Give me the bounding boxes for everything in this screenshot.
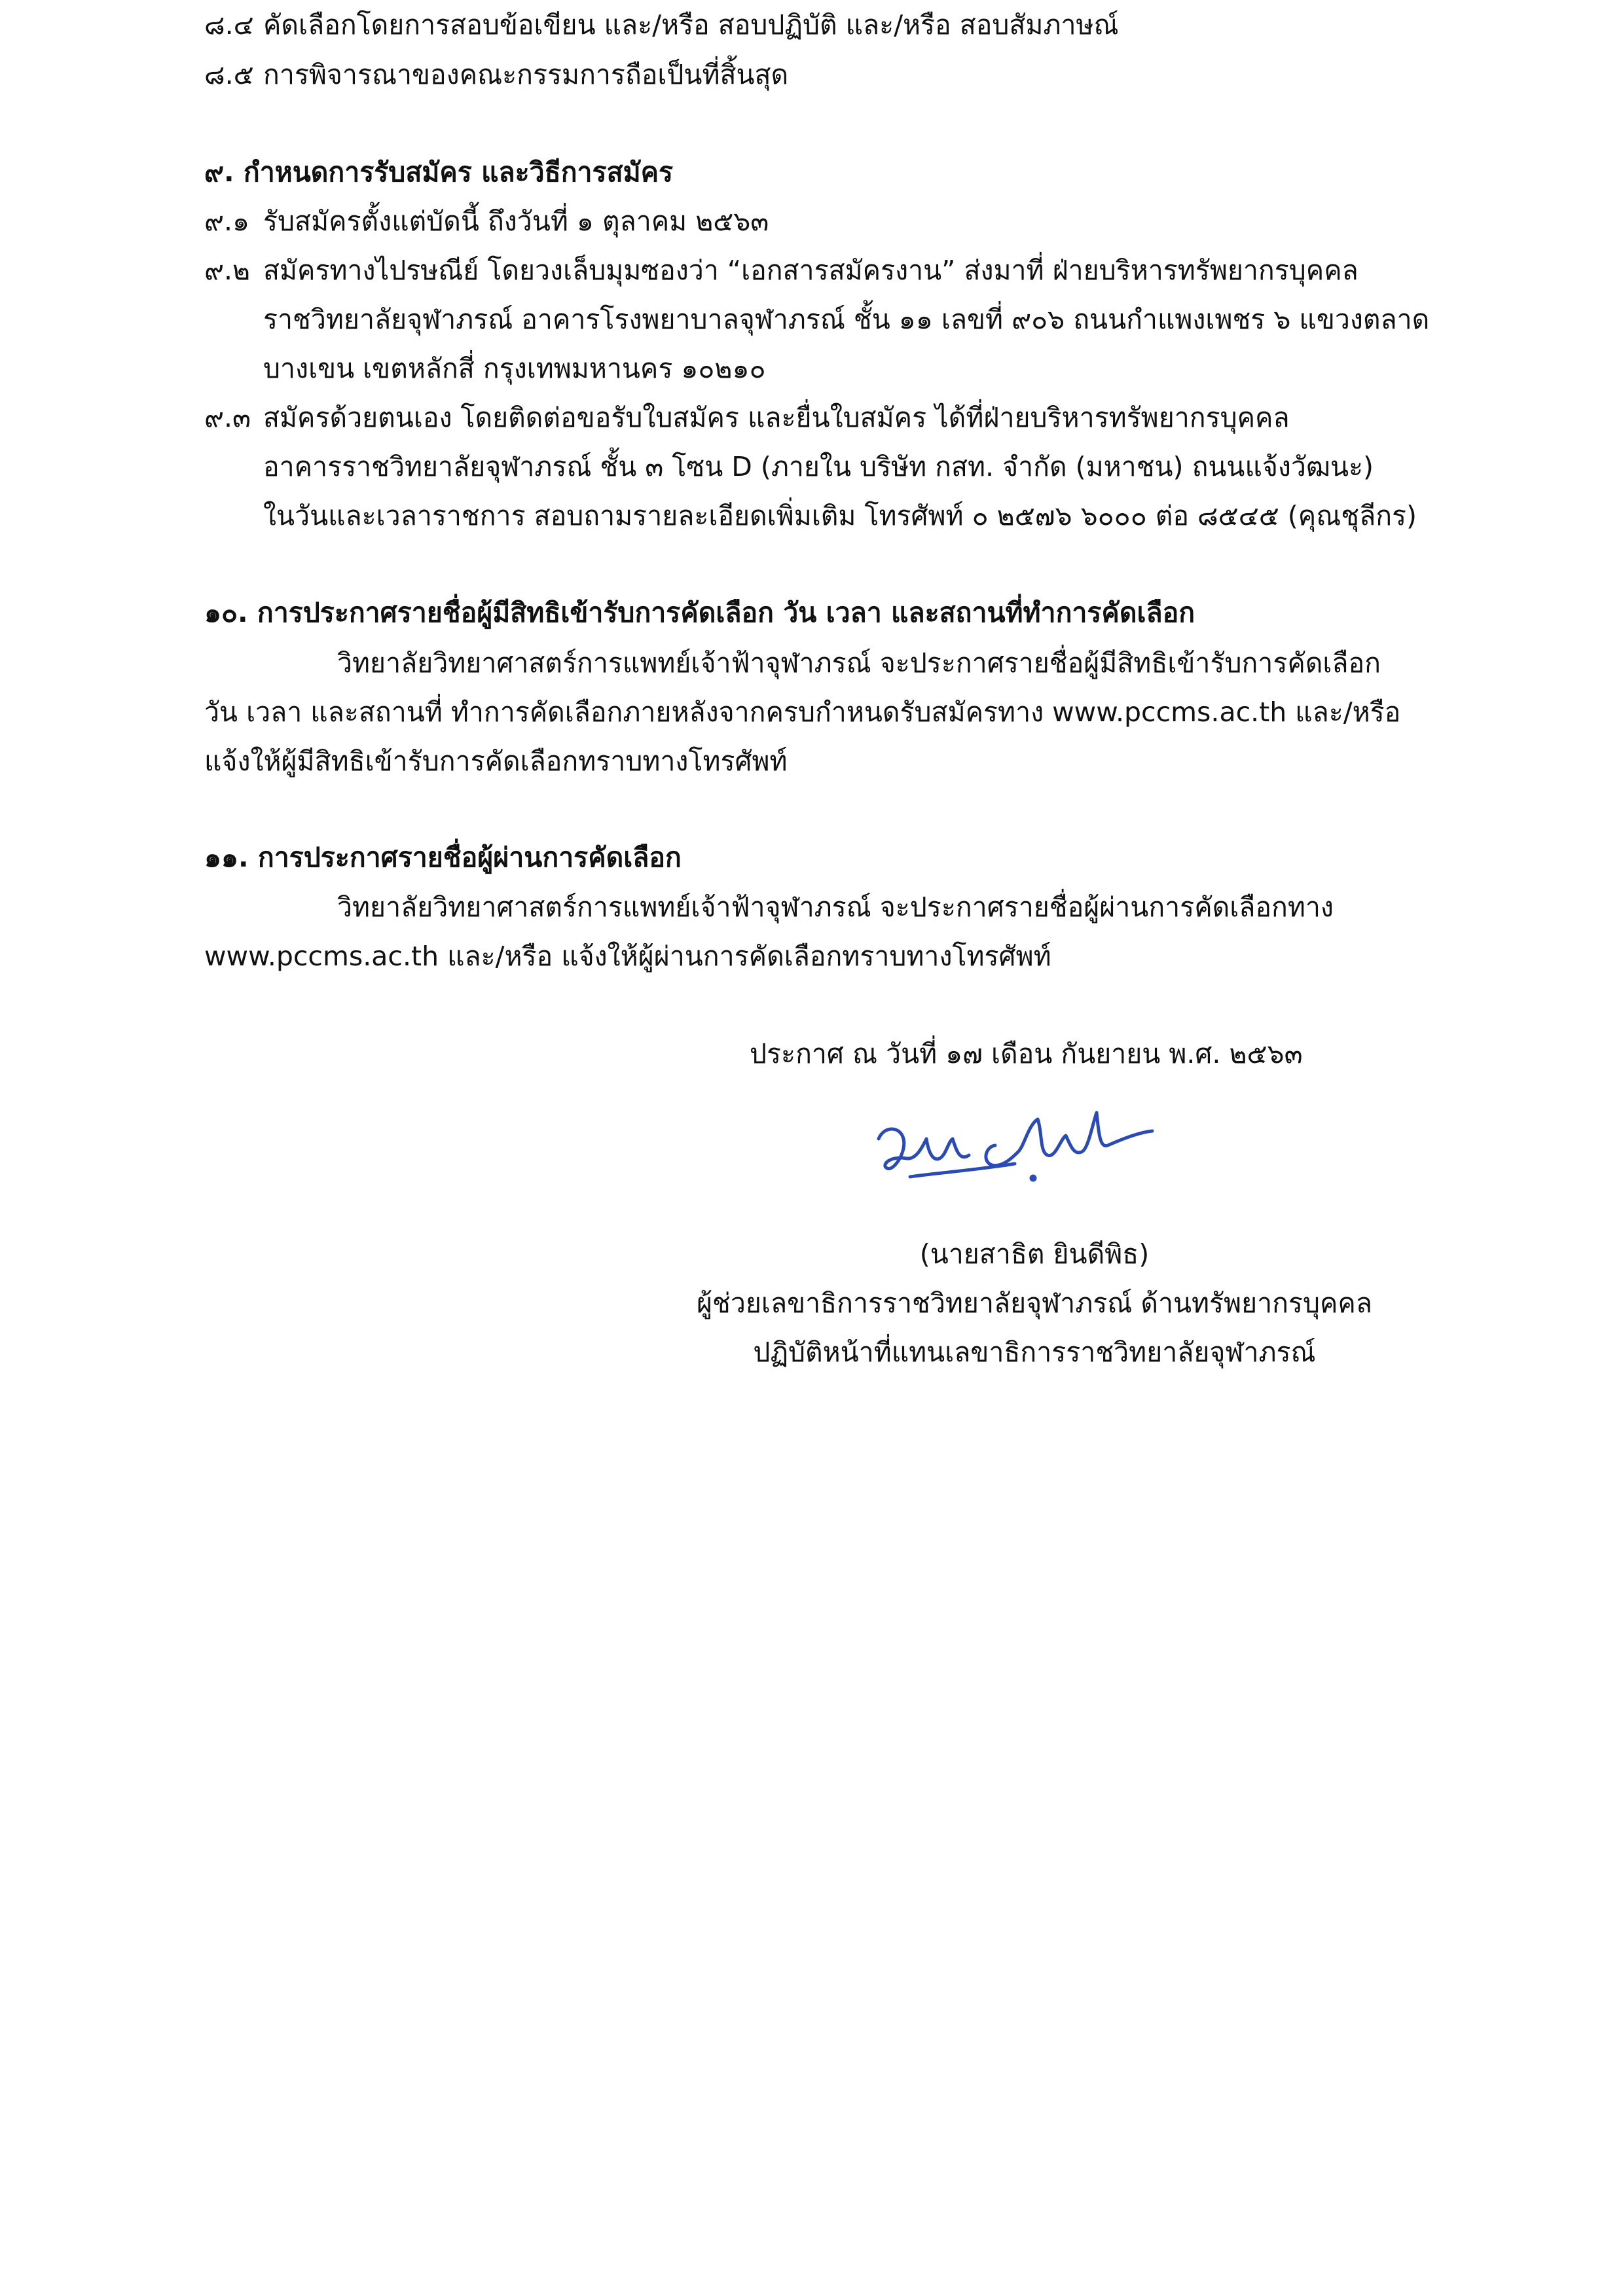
item-text: สมัครด้วยตนเอง โดยติดต่อขอรับใบสมัคร และยื่นใบสมัคร ได้ที่ฝ่ายบริหารทรัพยากรบุคคล	[263, 402, 1290, 433]
item-9-3-line3: ในวันและเวลาราชการ สอบถามรายละเอียดเพิ่มเติม โทรศัพท์ ๐ ๒๕๗๖ ๖๐๐๐ ต่อ ๘๕๔๕ (คุณชุลีกร)	[263, 500, 1417, 531]
section-9-heading: ๙. กำหนดการรับสมัคร และวิธีการสมัคร	[204, 156, 674, 188]
item-number: ๙.๑	[204, 206, 250, 237]
item-9-3	[204, 399, 1290, 436]
item-9-2	[204, 252, 1359, 289]
item-8-5	[204, 56, 788, 93]
signatory-name: (นายสาธิต ยินดีพิธ)	[919, 1238, 1150, 1270]
item-number: ๙.๓	[204, 402, 251, 433]
section-10-line3: แจ้งให้ผู้มีสิทธิเข้ารับการคัดเลือกทราบทางโทรศัพท์	[204, 745, 788, 777]
signatory-position-1: ผู้ช่วยเลขาธิการราชวิทยาลัยจุฬาภรณ์ ด้านทรัพยากรบุคคล	[697, 1287, 1372, 1319]
item-number: ๘.๕	[204, 59, 254, 90]
section-11-heading: ๑๑. การประกาศรายชื่อผู้ผ่านการคัดเลือก	[204, 842, 682, 873]
item-9-1	[204, 203, 769, 240]
section-11-line2: www.pccms.ac.th และ/หรือ แจ้งให้ผู้ผ่านการคัดเลือกทราบทางโทรศัพท์	[204, 941, 1051, 972]
section-11-line1: วิทยาลัยวิทยาศาสตร์การแพทย์เจ้าฟ้าจุฬาภรณ์ จะประกาศรายชื่อผู้ผ่านการคัดเลือกทาง	[337, 891, 1334, 923]
item-text: สมัครทางไปรษณีย์ โดยวงเล็บมุมซองว่า “เอกสารสมัครงาน” ส่งมาที่ ฝ่ายบริหารทรัพยากรบุคคล	[263, 255, 1359, 286]
item-9-3-line2: อาคารราชวิทยาลัยจุฬาภรณ์ ชั้น ๓ โซน D (ภายใน บริษัท กสท. จำกัด (มหาชน) ถนนแจ้งวัฒนะ)	[263, 451, 1374, 482]
item-9-2-line3: บางเขน เขตหลักสี่ กรุงเทพมหานคร ๑๐๒๑๐	[263, 353, 766, 384]
item-9-2-line2: ราชวิทยาลัยจุฬาภรณ์ อาคารโรงพยาบาลจุฬาภรณ์ ชั้น ๑๑ เลขที่ ๙๐๖ ถนนกำแพงเพชร ๖ แขวงตลาด	[263, 304, 1430, 335]
signatory-position-2: ปฏิบัติหน้าที่แทนเลขาธิการราชวิทยาลัยจุฬาภรณ์	[753, 1336, 1316, 1368]
item-text: รับสมัครตั้งแต่บัดนี้ ถึงวันที่ ๑ ตุลาคม ๒๕๖๓	[263, 206, 769, 237]
item-text: การพิจารณาของคณะกรรมการถือเป็นที่สิ้นสุด	[263, 59, 789, 90]
section-10-heading: ๑๐. การประกาศรายชื่อผู้มีสิทธิเข้ารับการคัดเลือก วัน เวลา และสถานที่ทำการคัดเลือก	[204, 597, 1195, 628]
item-8-4	[204, 7, 1119, 43]
announcement-date: ประกาศ ณ วันที่ ๑๗ เดือน กันยายน พ.ศ. ๒๕๖๓	[750, 1038, 1303, 1069]
item-number: ๘.๔	[204, 9, 254, 41]
item-text: คัดเลือกโดยการสอบข้อเขียน และ/หรือ สอบปฏิบัติ และ/หรือ สอบสัมภาษณ์	[263, 9, 1119, 41]
signature-image	[871, 1100, 1159, 1204]
section-10-line1: วิทยาลัยวิทยาศาสตร์การแพทย์เจ้าฟ้าจุฬาภรณ์ จะประกาศรายชื่อผู้มีสิทธิเข้ารับการคัดเลือก	[337, 647, 1381, 679]
item-number: ๙.๒	[204, 255, 251, 286]
section-10-line2: วัน เวลา และสถานที่ ทำการคัดเลือกภายหลังจากครบกำหนดรับสมัครทาง www.pccms.ac.th และ/หรือ	[204, 696, 1401, 728]
